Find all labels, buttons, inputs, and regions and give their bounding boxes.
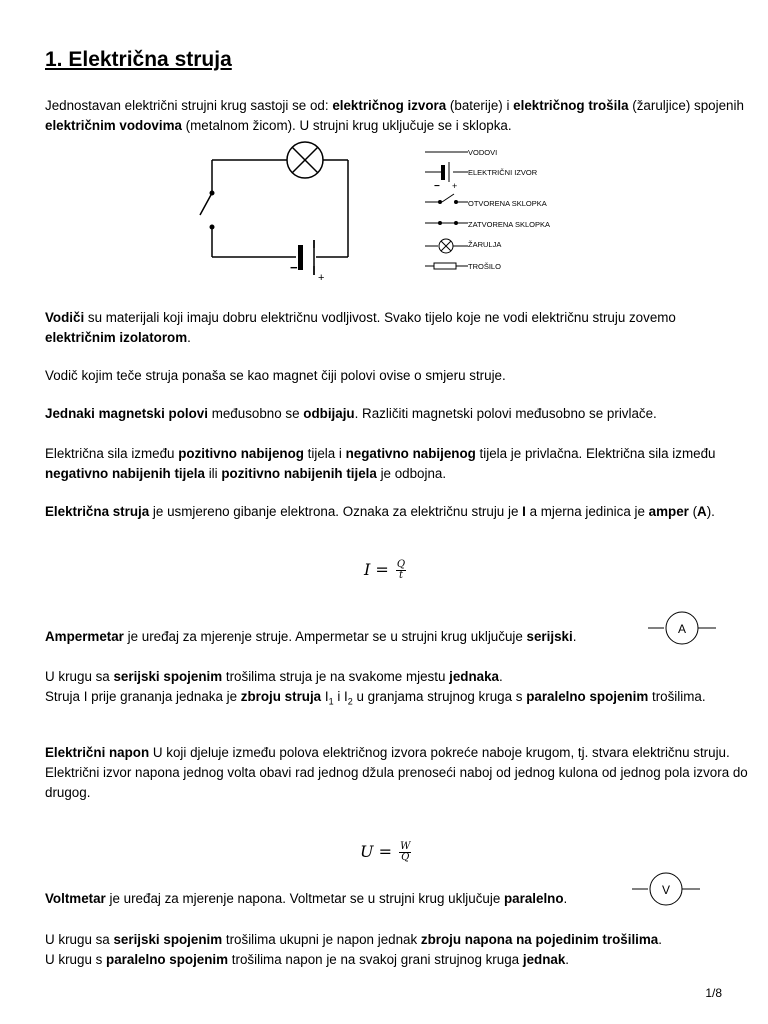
svg-text:A: A: [677, 622, 687, 636]
zakljucak-paragraph: U krugu sa serijski spojenim trošilima ukupni je napon jednak zbroju napona na pojedinim trošilima. U krugu s paralelno spojenim trošilima napon je na svakoj grani strujnog kruga jednak.: [45, 932, 662, 967]
serijski-paragraph: U krugu sa serijski spojenim trošilima struja je na svakome mjestu jednaka. Struja I prije grananja jednaka je zbroju struja $I_1$ i $I_2$ u granjama strujnog kruga s paralelno spojenim trošilima.: [45, 669, 706, 707]
svg-text:−: −: [434, 181, 440, 192]
legend-zatvorena: ZATVORENA SKLOPKA: [468, 220, 550, 229]
legend-otvorena: OTVORENA SKLOPKA: [468, 199, 547, 208]
battery-plus-label: +: [318, 272, 325, 284]
formula-current: I = $\frac{Q}{t}$: [364, 559, 406, 581]
vodici-paragraph: Vodiči su materijali koji imaju dobru električnu vodljivost. Svako tijelo koje ne vodi električnu struju zovemo električnim izolatorom.: [45, 310, 676, 345]
legend-izvor: ELEKTRIČNI IZVOR: [468, 168, 538, 177]
magnet-paragraph: Vodič kojim teče struja ponaša se kao magnet čiji polovi ovise o smjeru struje.: [45, 368, 506, 383]
sila-paragraph: Električna sila između pozitivno nabijenog tijela i negativno nabijenog tijela je privlačna. Električna sila između negativno nabijenih tijela ili pozitivno nabijenih tijela je odbojna.: [45, 446, 716, 481]
ampermetar-paragraph: Ampermetar je uređaj za mjerenje struje. Ampermetar se u strujni krug uključuje serijski.: [45, 629, 577, 644]
struja-paragraph: Električna struja je usmjereno gibanje elektrona. Oznaka za električnu struju je I a mjerna jedinica je amper (A).: [45, 504, 715, 519]
symbol-legend: [420, 140, 570, 275]
voltmeter-symbol-icon: [632, 872, 702, 906]
battery-minus-label: −: [290, 260, 298, 275]
legend-zarulja: ŽARULJA: [468, 240, 502, 249]
ammeter-symbol-icon: [648, 611, 718, 645]
legend-trosilo: TROŠILO: [468, 262, 501, 271]
polovi-paragraph: Jednaki magnetski polovi međusobno se odbijaju. Različiti magnetski polovi međusobno se privlače.: [45, 406, 657, 421]
intro-paragraph: Jednostavan električni strujni krug sastoji se od: električnog izvora (baterije) i električnog trošila (žaruljice) spojenih električnim vodovima (metalnom žicom). U strujni krug uključuje se i sklopka.: [45, 98, 744, 133]
napon-paragraph: Električni napon U koji djeluje između polova električnog izvora pokreće naboje krugom, tj. stvara električnu struju. Električni izvor napona jednog volta obavi rad jednog džula prenoseći naboj od jednog kulona od jednog pola izvora do drugog.: [45, 745, 748, 800]
svg-text:+: +: [452, 181, 458, 191]
legend-vodovi: VODOVI: [468, 148, 498, 157]
circuit-diagram: [190, 135, 370, 285]
voltmetar-paragraph: Voltmetar je uređaj za mjerenje napona. Voltmetar se u strujni krug uključuje paralelno.: [45, 891, 568, 906]
formula-voltage: U = $\frac{W}{Q}$: [360, 841, 411, 863]
page-number: 1/8: [705, 986, 722, 1000]
svg-text:V: V: [661, 883, 671, 897]
page-title: 1. Električna struja: [45, 48, 232, 71]
